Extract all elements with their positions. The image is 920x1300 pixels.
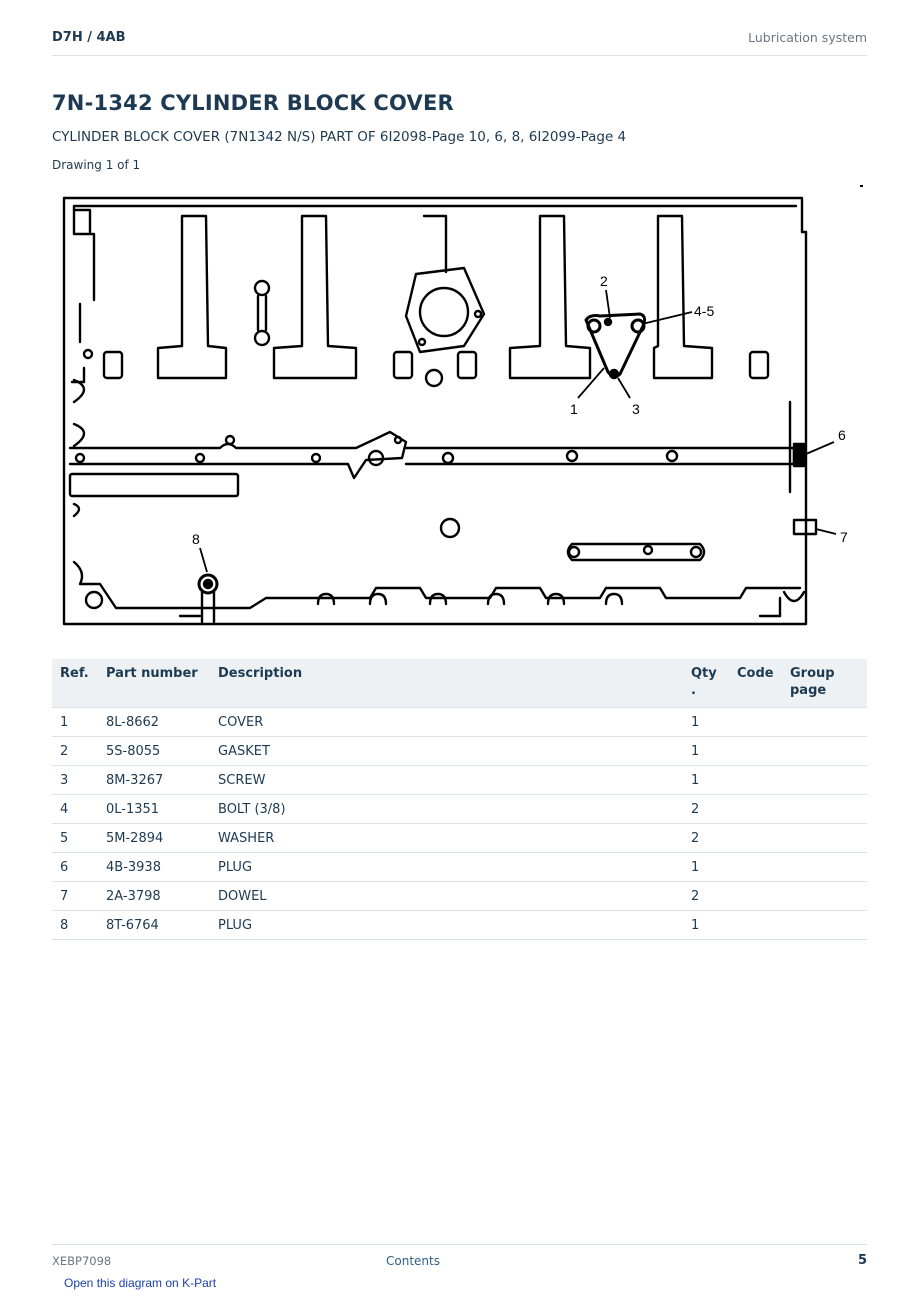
cell-ref: 2 <box>52 737 98 766</box>
cell-qty: 1 <box>683 708 729 737</box>
drawing-count-label: Drawing 1 of 1 <box>52 158 141 172</box>
cell-group-page <box>782 737 867 766</box>
page-footer <box>52 1244 867 1274</box>
table-row <box>52 911 867 940</box>
cell-code <box>729 824 782 853</box>
callout-4-5[interactable]: 4-5 <box>694 303 715 319</box>
cell-group-page <box>782 824 867 853</box>
cell-group-page <box>782 853 867 882</box>
cell-ref: 5 <box>52 824 98 853</box>
qty-header-line2: . <box>691 683 696 698</box>
cell-description: SCREW <box>210 766 683 795</box>
cell-group-page <box>782 795 867 824</box>
cell-description: PLUG <box>210 911 683 940</box>
callout-3[interactable]: 3 <box>632 401 640 417</box>
cell-code <box>729 766 782 795</box>
open-in-kpart-link[interactable]: Open this diagram on K-Part <box>64 1276 217 1290</box>
cell-qty: 1 <box>683 766 729 795</box>
group-header-line2: page <box>790 683 827 698</box>
col-qty-header <box>683 659 729 708</box>
cell-ref: 8 <box>52 911 98 940</box>
cell-part-number[interactable]: 4B-3938 <box>98 853 210 882</box>
cell-part-number[interactable]: 0L-1351 <box>98 795 210 824</box>
cell-qty: 2 <box>683 824 729 853</box>
cell-qty: 2 <box>683 795 729 824</box>
contents-link[interactable]: Contents <box>386 1254 440 1268</box>
cell-part-number[interactable]: 8M-3267 <box>98 766 210 795</box>
cell-code <box>729 708 782 737</box>
col-part-number-header: Part number <box>98 659 210 708</box>
group-header-line1: Group <box>790 666 835 681</box>
page-title: 7N-1342 CYLINDER BLOCK COVER <box>52 91 454 115</box>
page-number: 5 <box>857 1253 867 1268</box>
col-group-page-header <box>782 659 867 708</box>
cell-description: GASKET <box>210 737 683 766</box>
table-row <box>52 795 867 824</box>
cell-qty: 1 <box>683 911 729 940</box>
cell-part-number[interactable]: 5M-2894 <box>98 824 210 853</box>
cell-group-page <box>782 882 867 911</box>
col-description-header: Description <box>210 659 683 708</box>
page-subtitle: CYLINDER BLOCK COVER (7N1342 N/S) PART OF 6I2098-Page 10, 6, 8, 6I2099-Page 4 <box>52 129 627 145</box>
cell-part-number[interactable]: 2A-3798 <box>98 882 210 911</box>
table-header-row <box>52 659 867 708</box>
col-code-header: Code <box>729 659 782 708</box>
table-row <box>52 824 867 853</box>
cell-ref: 1 <box>52 708 98 737</box>
qty-header-line1: Qty <box>691 666 717 681</box>
cell-group-page <box>782 708 867 737</box>
cell-code <box>729 737 782 766</box>
cell-qty: 1 <box>683 853 729 882</box>
parts-diagram <box>60 192 848 632</box>
cell-group-page <box>782 766 867 795</box>
cell-part-number[interactable]: 8T-6764 <box>98 911 210 940</box>
page-header <box>52 28 867 56</box>
cell-part-number[interactable]: 8L-8662 <box>98 708 210 737</box>
callout-2[interactable]: 2 <box>600 273 608 289</box>
callout-7[interactable]: 7 <box>840 529 848 545</box>
table-row <box>52 882 867 911</box>
cell-ref: 7 <box>52 882 98 911</box>
cell-part-number[interactable]: 5S-8055 <box>98 737 210 766</box>
cell-ref: 6 <box>52 853 98 882</box>
table-row <box>52 766 867 795</box>
col-ref-header: Ref. <box>52 659 98 708</box>
cell-description: DOWEL <box>210 882 683 911</box>
cell-qty: 2 <box>683 882 729 911</box>
cell-group-page <box>782 911 867 940</box>
cell-description: COVER <box>210 708 683 737</box>
table-row <box>52 737 867 766</box>
cell-description: BOLT (3/8) <box>210 795 683 824</box>
cell-code <box>729 882 782 911</box>
cell-code <box>729 795 782 824</box>
cell-ref: 4 <box>52 795 98 824</box>
callout-1[interactable]: 1 <box>570 401 578 417</box>
cell-ref: 3 <box>52 766 98 795</box>
callout-6[interactable]: 6 <box>838 427 846 443</box>
cell-qty: 1 <box>683 737 729 766</box>
section-label: Lubrication system <box>748 30 867 45</box>
callout-8[interactable]: 8 <box>192 531 200 547</box>
document-code: XEBP7098 <box>52 1254 112 1268</box>
cell-description: WASHER <box>210 824 683 853</box>
table-row <box>52 708 867 737</box>
table-row <box>52 853 867 882</box>
cell-description: PLUG <box>210 853 683 882</box>
cell-code <box>729 853 782 882</box>
cell-code <box>729 911 782 940</box>
parts-table <box>52 659 867 940</box>
stray-mark <box>860 185 863 187</box>
model-label: D7H / 4AB <box>52 30 126 45</box>
